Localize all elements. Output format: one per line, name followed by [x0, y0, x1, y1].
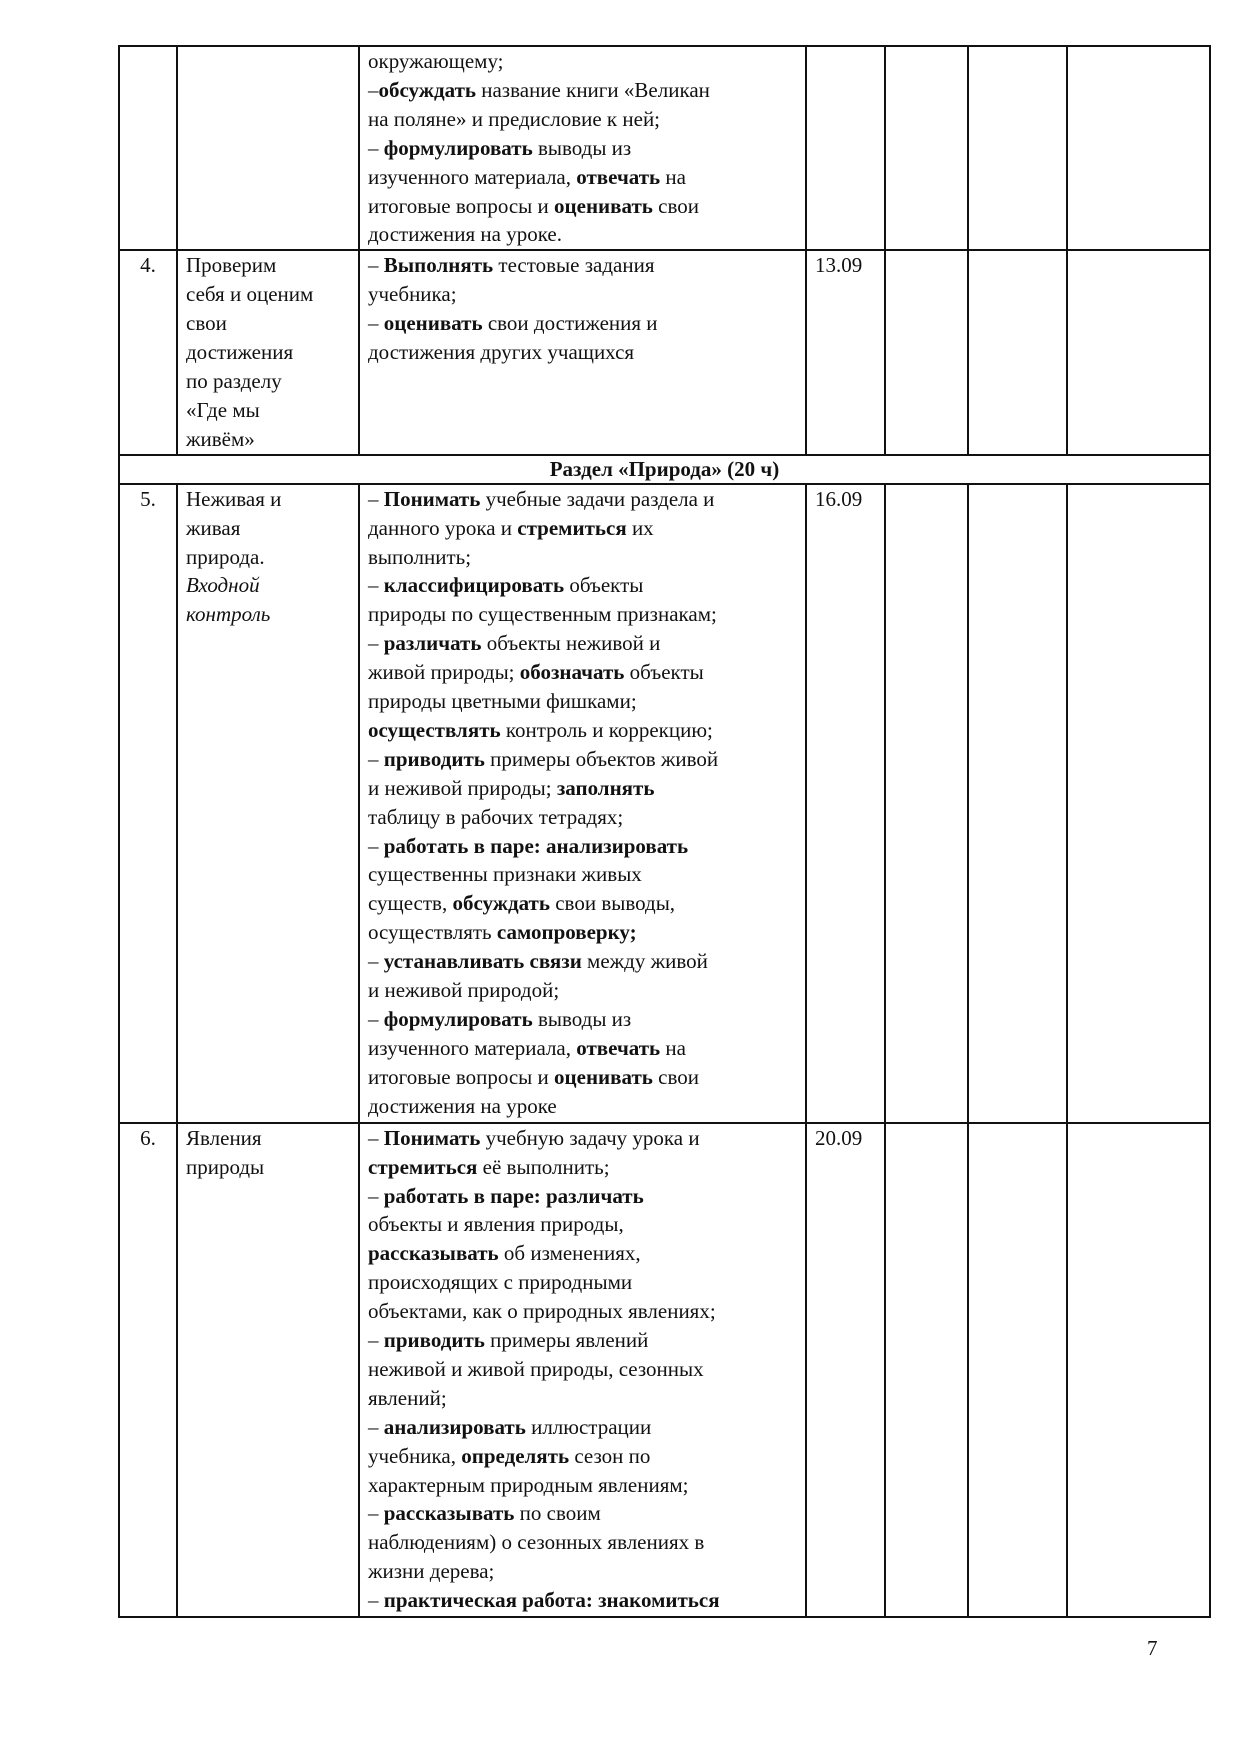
activity-line [368, 1063, 797, 1092]
activity-line [368, 1528, 797, 1557]
activity-keyword: практическая работа: знакомиться [383, 1588, 720, 1613]
activity-line [368, 947, 797, 976]
activity-line [368, 832, 797, 861]
activity-text: иллюстрации [525, 1414, 652, 1439]
activities-cell [359, 46, 806, 250]
table-row [119, 250, 1210, 454]
activity-line [368, 1297, 797, 1326]
table-row [119, 484, 1210, 1123]
activity-keyword: устанавливать связи [383, 949, 582, 974]
activity-line [368, 1499, 797, 1528]
activity-text: по своим [514, 1501, 601, 1526]
activity-line [368, 1210, 797, 1239]
topic-line: природа. [186, 544, 265, 569]
activity-line [368, 220, 797, 249]
activity-line [368, 629, 797, 658]
activity-text: – [368, 1588, 384, 1613]
empty-cell [885, 250, 968, 454]
activity-text: осуществлять [368, 920, 497, 945]
activity-line [368, 658, 797, 687]
activity-line [368, 134, 797, 163]
lesson-date: 13.09 [815, 253, 863, 278]
activity-keyword: анализировать [383, 1414, 526, 1439]
activity-text: их [626, 515, 654, 540]
activity-text: и неживой природы; [368, 775, 557, 800]
activity-keyword: приводить [383, 746, 485, 771]
lesson-number-cell [119, 46, 177, 250]
activity-keyword: рассказывать [383, 1501, 515, 1526]
activity-text: наблюдениям) о сезонных явлениях в [368, 1530, 705, 1555]
activity-text: свои [652, 1064, 699, 1089]
empty-cell [1067, 46, 1210, 250]
activity-text: учебные задачи раздела и [480, 486, 715, 511]
topic-line: живём» [186, 426, 255, 451]
activities-cell [359, 1123, 806, 1617]
activity-line [368, 687, 797, 716]
topic-line: свои [186, 311, 227, 336]
activity-text: – [368, 486, 384, 511]
activity-line [368, 976, 797, 1005]
activity-line [368, 1124, 797, 1153]
activity-line [368, 600, 797, 629]
lesson-topic-cell [177, 46, 359, 250]
activity-text: существ, [368, 891, 453, 916]
activity-line [368, 1557, 797, 1586]
activity-text: учебную задачу урока и [480, 1125, 700, 1150]
activity-text: – [368, 1125, 384, 1150]
activity-text: – [368, 253, 384, 278]
activity-line [368, 543, 797, 572]
empty-cell [968, 1123, 1067, 1617]
topic-line: Неживая и [186, 486, 282, 511]
lesson-number-cell [119, 484, 177, 1123]
activity-line [368, 338, 797, 367]
activity-text: свои выводы, [549, 891, 676, 916]
activity-keyword: осуществлять [368, 717, 501, 742]
lesson-topic-cell [177, 250, 359, 454]
activity-line [368, 774, 797, 803]
activity-text: учебника; [368, 282, 457, 307]
activity-text: – [368, 833, 384, 858]
lesson-date: 20.09 [815, 1125, 863, 1150]
activity-text: неживой и живой природы, сезонных [368, 1356, 704, 1381]
activity-line [368, 1005, 797, 1034]
activity-text: объектами, как о природных явлениях; [368, 1299, 716, 1324]
activity-line [368, 1442, 797, 1471]
activity-line [368, 163, 797, 192]
activities-cell [359, 250, 806, 454]
activity-line [368, 571, 797, 600]
activity-keyword: Понимать [383, 486, 481, 511]
activity-text: окружающему; [368, 49, 504, 73]
activity-text: явлений; [368, 1385, 447, 1410]
date-cell [806, 46, 885, 250]
activity-text: между живой [581, 949, 708, 974]
empty-cell [1067, 250, 1210, 454]
activity-keyword: обозначать [519, 660, 625, 685]
activity-text: жизни дерева; [368, 1559, 495, 1584]
activity-text: – [368, 631, 384, 656]
topic-line: достижения [186, 340, 294, 365]
activity-text: выводы из [532, 1007, 632, 1031]
activity-keyword: стремиться [368, 1154, 478, 1179]
topic-line: Явления [186, 1125, 262, 1150]
activity-line [368, 47, 797, 76]
activity-text: – [368, 1328, 384, 1353]
activity-line [368, 1586, 797, 1615]
activity-text: сезон по [569, 1443, 651, 1468]
topic-line: себя и оценим [186, 282, 314, 307]
date-cell [806, 1123, 885, 1617]
activity-text: объекты неживой и [481, 631, 661, 656]
activity-text: на [660, 164, 686, 189]
activity-keyword: отвечать [576, 1035, 661, 1060]
table-row [119, 46, 1210, 250]
activity-text: достижения на уроке [368, 1093, 557, 1118]
lesson-number: 5. [140, 486, 156, 511]
activity-line [368, 1034, 797, 1063]
activity-text: – [368, 1501, 384, 1526]
activity-keyword: формулировать [383, 1007, 533, 1031]
activity-text: таблицу в рабочих тетрадях; [368, 804, 624, 829]
activity-text: природы цветными фишками; [368, 689, 637, 714]
activity-text: объекты и явления природы, [368, 1212, 624, 1237]
activity-text: – [368, 77, 379, 102]
date-cell [806, 250, 885, 454]
lesson-number: 4. [140, 253, 156, 278]
activity-line [368, 309, 797, 338]
lesson-number-cell [119, 250, 177, 454]
topic-line: по разделу [186, 368, 282, 393]
activity-text: на поляне» и предисловие к ней; [368, 106, 661, 131]
topic-line: контроль [186, 602, 271, 627]
activity-line [368, 1355, 797, 1384]
activity-text: происходящих с природными [368, 1270, 633, 1295]
page-number: 7 [1147, 1636, 1158, 1660]
activity-line [368, 514, 797, 543]
lesson-number: 6. [140, 1125, 156, 1150]
activity-text: характерным природным явлениям; [368, 1472, 689, 1497]
topic-line: живая [186, 515, 241, 540]
lesson-plan-table [118, 45, 1211, 1618]
activity-text: контроль и коррекцию; [500, 717, 713, 742]
activity-text: примеры явлений [484, 1328, 649, 1353]
activity-text: примеры объектов живой [484, 746, 719, 771]
activity-text: существенны признаки живых [368, 862, 642, 887]
activity-keyword: оценивать [554, 1064, 653, 1089]
activity-line [368, 1182, 797, 1211]
activity-keyword: работать в паре: различать [383, 1183, 644, 1208]
activity-line [368, 105, 797, 134]
activity-text: – [368, 573, 384, 598]
activity-line [368, 192, 797, 221]
empty-cell [968, 484, 1067, 1123]
activity-line [368, 1268, 797, 1297]
activity-text: изученного материала, [368, 164, 577, 189]
empty-cell [1067, 1123, 1210, 1617]
activity-text: выполнить; [368, 544, 472, 569]
activity-line [368, 1413, 797, 1442]
activity-text: – [368, 311, 384, 336]
activity-text: – [368, 746, 384, 771]
activity-text: природы по существенным признакам; [368, 602, 717, 627]
activity-line [368, 745, 797, 774]
activities-cell [359, 484, 806, 1123]
activity-text: объекты [564, 573, 644, 598]
topic-line: природы [186, 1154, 265, 1179]
empty-cell [968, 46, 1067, 250]
activity-keyword: определять [461, 1443, 570, 1468]
empty-cell [885, 484, 968, 1123]
activity-keyword: Понимать [383, 1125, 481, 1150]
activity-text: изученного материала, [368, 1035, 577, 1060]
activity-line [368, 251, 797, 280]
empty-cell [1067, 484, 1210, 1123]
activity-text: живой природы; [368, 660, 520, 685]
activity-text: – [368, 1414, 384, 1439]
activity-line [368, 1326, 797, 1355]
activity-keyword: отвечать [576, 164, 661, 189]
activity-text: – [368, 1007, 384, 1031]
activity-text: её выполнить; [477, 1154, 610, 1179]
activity-text: свои достижения и [482, 311, 658, 336]
activity-text: достижения других учащихся [368, 340, 635, 365]
lesson-number-cell [119, 1123, 177, 1617]
activity-keyword: оценивать [554, 193, 653, 218]
activity-keyword: формулировать [383, 135, 533, 160]
activity-text: тестовые задания [493, 253, 655, 278]
activity-keyword: обсуждать [452, 891, 550, 916]
activity-keyword: обсуждать [378, 77, 476, 102]
activity-text: об изменениях, [498, 1241, 641, 1266]
activity-line [368, 1153, 797, 1182]
activity-keyword: оценивать [383, 311, 483, 336]
activity-text: данного урока и [368, 515, 518, 540]
activity-text: объекты [624, 660, 704, 685]
activity-line [368, 1471, 797, 1500]
activity-line [368, 918, 797, 947]
activity-keyword: стремиться [517, 515, 627, 540]
activity-keyword: приводить [383, 1328, 485, 1353]
activity-line [368, 803, 797, 832]
date-cell [806, 484, 885, 1123]
activity-text: итоговые вопросы и [368, 193, 555, 218]
activity-line [368, 280, 797, 309]
activity-line [368, 1239, 797, 1268]
table-row [119, 1123, 1210, 1617]
activity-keyword: самопроверку; [496, 920, 637, 945]
activity-keyword: заполнять [556, 775, 655, 800]
activity-text: и неживой природой; [368, 978, 560, 1003]
topic-line: Проверим [186, 253, 277, 278]
activity-line [368, 860, 797, 889]
topic-line: «Где мы [186, 397, 260, 422]
empty-cell [968, 250, 1067, 454]
section-title: Раздел «Природа» (20 ч) [119, 455, 1210, 484]
empty-cell [885, 1123, 968, 1617]
activity-text: выводы из [532, 135, 632, 160]
empty-cell [885, 46, 968, 250]
activity-line [368, 76, 797, 105]
lesson-topic-cell [177, 484, 359, 1123]
activity-text: – [368, 1183, 384, 1208]
activity-line [368, 716, 797, 745]
activity-text: – [368, 135, 384, 160]
activity-keyword: рассказывать [368, 1241, 499, 1266]
activity-line [368, 1092, 797, 1121]
activity-keyword: работать в паре: анализировать [383, 833, 689, 858]
activity-keyword: Выполнять [383, 253, 494, 278]
section-header-row [119, 455, 1210, 484]
activity-line [368, 485, 797, 514]
topic-line: Входной [186, 573, 260, 598]
activity-keyword: различать [383, 631, 482, 656]
activity-line [368, 889, 797, 918]
lesson-date: 16.09 [815, 486, 863, 511]
activity-keyword: классифицировать [383, 573, 565, 598]
activity-text: название книги «Великан [476, 77, 710, 102]
activity-text: – [368, 949, 384, 974]
activity-text: учебника, [368, 1443, 462, 1468]
activity-text: итоговые вопросы и [368, 1064, 555, 1089]
activity-text: на [660, 1035, 686, 1060]
activity-text: свои [652, 193, 699, 218]
lesson-topic-cell [177, 1123, 359, 1617]
activity-line [368, 1384, 797, 1413]
activity-text: достижения на уроке. [368, 222, 562, 247]
